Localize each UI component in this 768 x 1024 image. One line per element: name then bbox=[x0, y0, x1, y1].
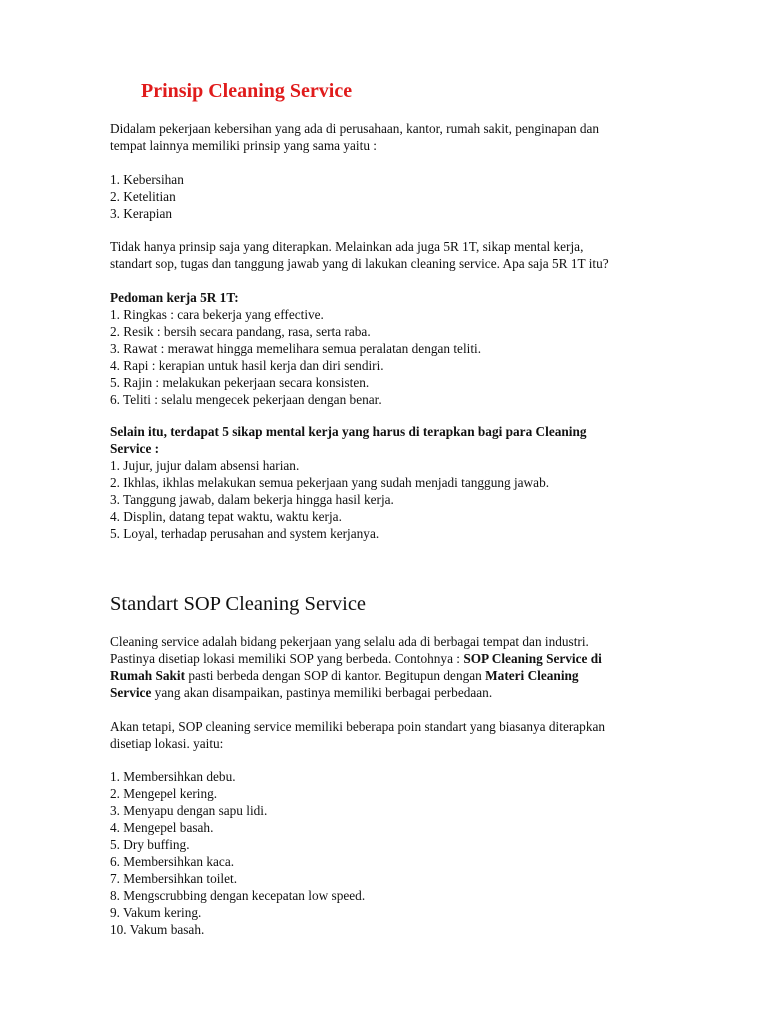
section-title-prinsip: Prinsip Cleaning Service bbox=[141, 80, 353, 102]
paragraph-5r1t bbox=[110, 238, 710, 272]
principles-list bbox=[110, 171, 710, 222]
paragraph-line bbox=[110, 667, 710, 684]
paragraph-line: Tidak hanya prinsip saja yang diterapkan. Melainkan ada juga 5R 1T, sikap mental kerja, bbox=[110, 239, 584, 254]
list-item: 5. Dry buffing. bbox=[110, 837, 190, 852]
list-item: 3. Kerapian bbox=[110, 206, 173, 221]
paragraph-line: Akan tetapi, SOP cleaning service memiliki beberapa poin standart yang biasanya diterapkan bbox=[110, 719, 606, 734]
paragraph-line bbox=[110, 684, 710, 701]
text-run: yang akan disampaikan, pastinya memiliki berbagai perbedaan. bbox=[151, 685, 493, 700]
guide-list bbox=[110, 306, 710, 408]
list-item: 5. Rajin : melakukan pekerjaan secara konsisten. bbox=[110, 375, 370, 390]
list-item: 10. Vakum basah. bbox=[110, 922, 205, 937]
list-item: 2. Ikhlas, ikhlas melakukan semua pekerjaan yang sudah menjadi tanggung jawab. bbox=[110, 475, 550, 490]
text-run: Pastinya disetiap lokasi memiliki SOP yang berbeda. Contohnya : bbox=[110, 651, 464, 666]
list-item: 2. Mengepel kering. bbox=[110, 786, 218, 801]
list-item: 3. Menyapu dengan sapu lidi. bbox=[110, 803, 268, 818]
sop-points-paragraph bbox=[110, 718, 710, 752]
text-run-bold: Rumah Sakit bbox=[110, 668, 186, 683]
list-item: 8. Mengscrubbing dengan kecepatan low speed. bbox=[110, 888, 366, 903]
list-item: 3. Tanggung jawab, dalam bekerja hingga hasil kerja. bbox=[110, 492, 394, 507]
intro-line: tempat lainnya memiliki prinsip yang sama yaitu : bbox=[110, 138, 377, 153]
paragraph-line bbox=[110, 650, 710, 667]
section-title-standart-sop: Standart SOP Cleaning Service bbox=[110, 593, 367, 615]
guide-section bbox=[110, 289, 710, 408]
attitude-heading: Service : bbox=[110, 441, 160, 456]
list-item: 4. Displin, datang tepat waktu, waktu kerja. bbox=[110, 509, 342, 524]
list-item: 3. Rawat : merawat hingga memelihara semua peralatan dengan teliti. bbox=[110, 341, 482, 356]
list-item: 5. Loyal, terhadap perusahan and system kerjanya. bbox=[110, 526, 380, 541]
list-item: 1. Jujur, jujur dalam absensi harian. bbox=[110, 458, 300, 473]
paragraph-line: standart sop, tugas dan tanggung jawab yang di lakukan cleaning service. Apa saja 5R 1T itu? bbox=[110, 256, 609, 271]
paragraph-line: Cleaning service adalah bidang pekerjaan yang selalu ada di berbagai tempat dan industri. bbox=[110, 634, 589, 649]
list-item: 1. Membersihkan debu. bbox=[110, 769, 236, 784]
list-item: 1. Ringkas : cara bekerja yang effective. bbox=[110, 307, 324, 322]
list-item: 6. Membersihkan kaca. bbox=[110, 854, 235, 869]
text-run: pasti berbeda dengan SOP di kantor. Begitupun dengan bbox=[185, 668, 486, 683]
attitude-list bbox=[110, 457, 710, 542]
list-item: 7. Membersihkan toilet. bbox=[110, 871, 238, 886]
list-item: 2. Resik : bersih secara pandang, rasa, serta raba. bbox=[110, 324, 371, 339]
list-item: 4. Rapi : kerapian untuk hasil kerja dan diri sendiri. bbox=[110, 358, 384, 373]
paragraph-line: disetiap lokasi. yaitu: bbox=[110, 736, 224, 751]
list-item: 9. Vakum kering. bbox=[110, 905, 202, 920]
intro-line: Didalam pekerjaan kebersihan yang ada di perusahaan, kantor, rumah sakit, penginapan dan bbox=[110, 121, 600, 136]
list-item: 1. Kebersihan bbox=[110, 172, 184, 187]
attitude-heading: Selain itu, terdapat 5 sikap mental kerja yang harus di terapkan bagi para Cleaning bbox=[110, 424, 587, 439]
list-item: 2. Ketelitian bbox=[110, 189, 176, 204]
list-item: 4. Mengepel basah. bbox=[110, 820, 214, 835]
list-item: 6. Teliti : selalu mengecek pekerjaan dengan benar. bbox=[110, 392, 382, 407]
text-run-bold: SOP Cleaning Service di bbox=[463, 651, 602, 666]
text-run-bold: Materi Cleaning bbox=[485, 668, 579, 683]
intro-paragraph bbox=[110, 120, 710, 154]
sop-list bbox=[110, 768, 710, 938]
sop-intro-paragraph bbox=[110, 633, 710, 701]
guide-heading: Pedoman kerja 5R 1T: bbox=[110, 290, 239, 305]
attitude-section bbox=[110, 423, 710, 542]
text-run-bold: Service bbox=[110, 685, 152, 700]
